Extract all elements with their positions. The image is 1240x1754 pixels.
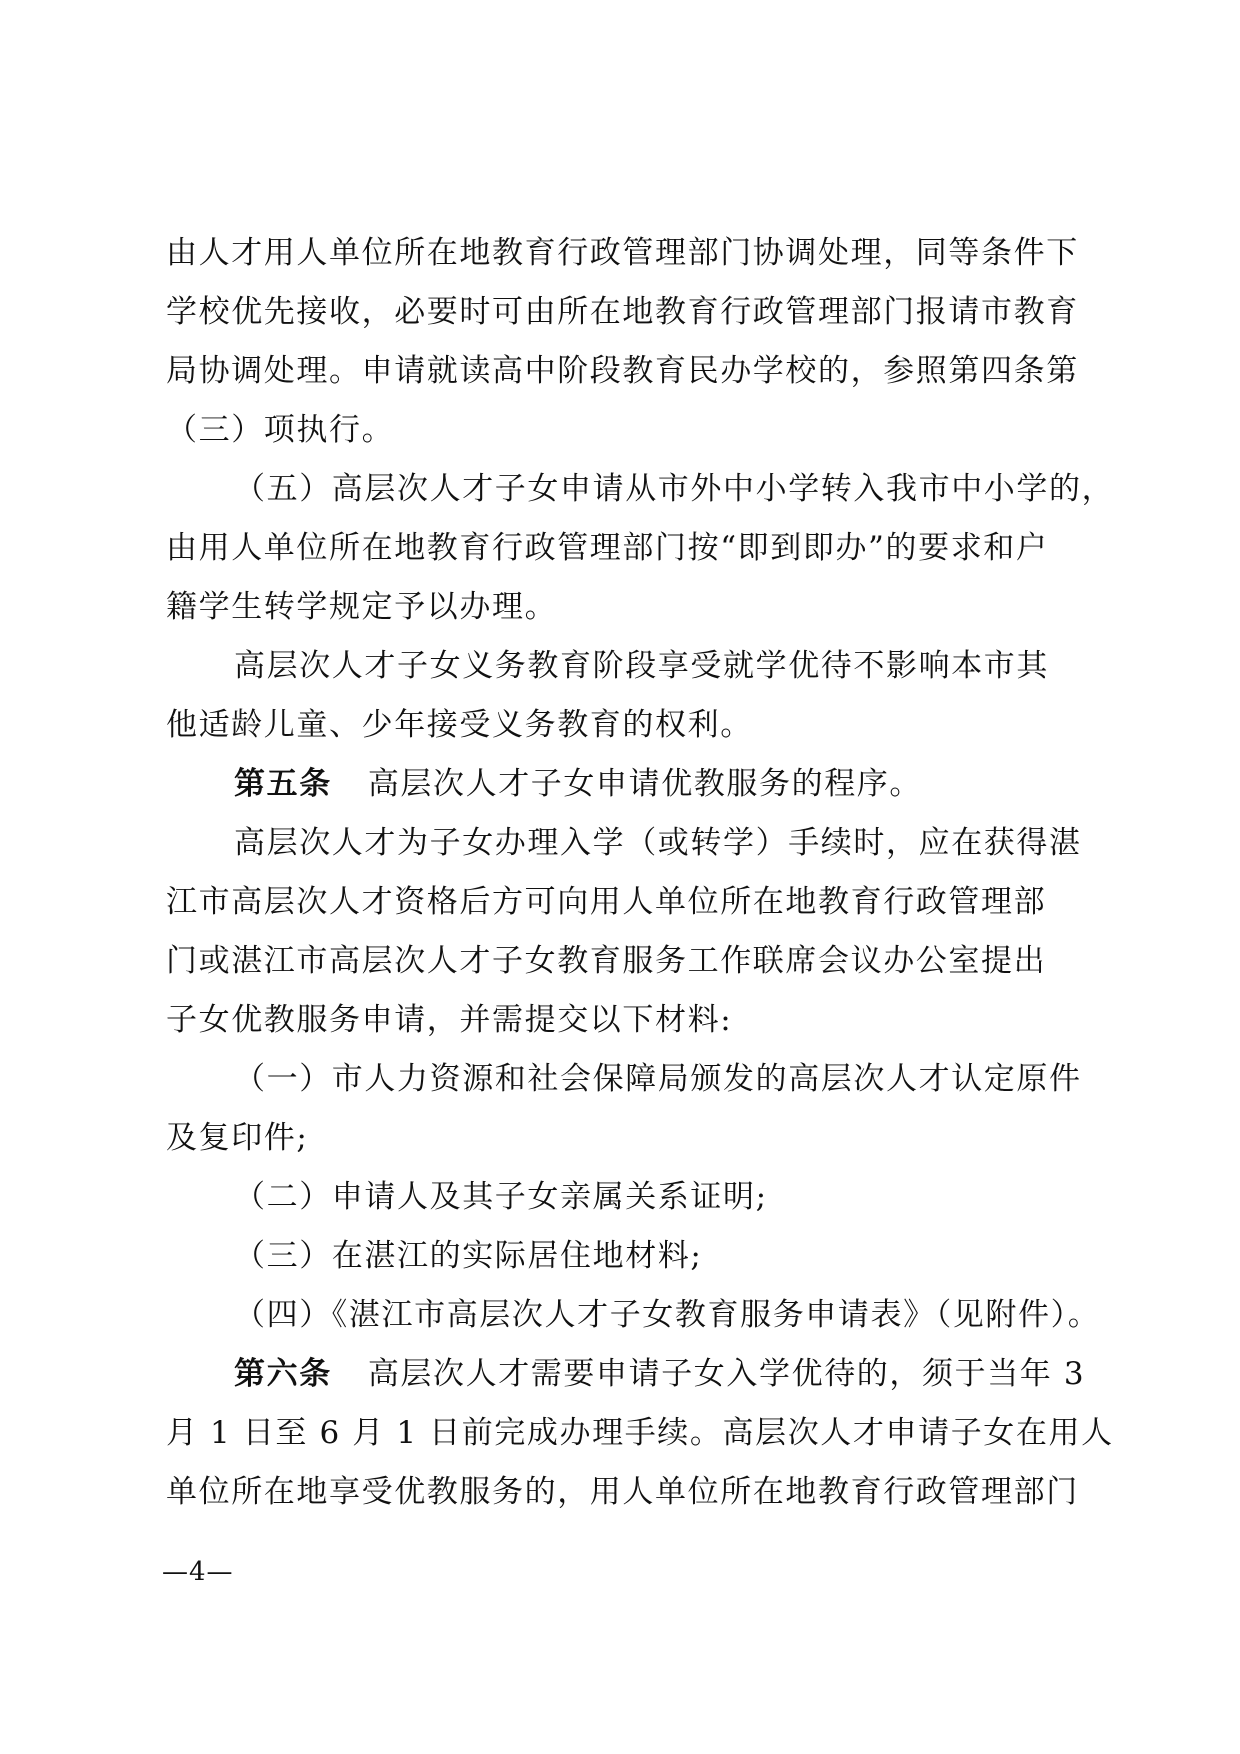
article-six-label: 第六条 xyxy=(234,1356,332,1392)
text-line: 月 1 日至 6 月 1 日前完成办理手续。高层次人才申请子女在用人 xyxy=(166,1415,1114,1451)
text-line: （四）《湛江市高层次人才子女教育服务申请表》（见附件）。 xyxy=(234,1297,1101,1333)
text-line: 高层次人才为子女办理入学（或转学）手续时，应在获得湛 xyxy=(234,825,1082,861)
article-five-heading xyxy=(166,755,1078,814)
text-line: 由用人单位所在地教育行政管理部门按“即到即办”的要求和户 xyxy=(166,530,1049,566)
text-line: 高层次人才子女义务教育阶段享受就学优待不影响本市其 xyxy=(234,648,1049,684)
article-five-text: 高层次人才子女申请优教服务的程序。 xyxy=(367,766,923,802)
text-line: （一）市人力资源和社会保障局颁发的高层次人才认定原件 xyxy=(234,1061,1082,1097)
text-line: 籍学生转学规定予以办理。 xyxy=(166,589,558,625)
text-line: 单位所在地享受优教服务的，用人单位所在地教育行政管理部门 xyxy=(166,1474,1079,1510)
text-line: 他适龄儿童、少年接受义务教育的权利。 xyxy=(166,707,753,743)
page-number: —4— xyxy=(162,1557,234,1587)
article-five-label: 第五条 xyxy=(234,766,332,802)
text-line: 由人才用人单位所在地教育行政管理部门协调处理，同等条件下 xyxy=(166,235,1079,271)
text-line: （二）申请人及其子女亲属关系证明; xyxy=(234,1179,768,1215)
text-line: （三）项执行。 xyxy=(166,412,395,448)
article-six-text: 高层次人才需要申请子女入学优待的，须于当年 3 xyxy=(367,1356,1086,1392)
text-line: （五）高层次人才子女申请从市外中小学转入我市中小学的， xyxy=(234,471,1115,507)
text-line: 局协调处理。申请就读高中阶段教育民办学校的，参照第四条第 xyxy=(166,353,1079,389)
document-body xyxy=(166,224,1115,1522)
text-line: （三）在湛江的实际居住地材料; xyxy=(234,1238,703,1274)
text-line: 江市高层次人才资格后方可向用人单位所在地教育行政管理部 xyxy=(166,884,1047,920)
text-line: 及复印件; xyxy=(166,1120,309,1156)
text-line: 子女优教服务申请，并需提交以下材料: xyxy=(166,1002,733,1038)
text-line: 门或湛江市高层次人才子女教育服务工作联席会议办公室提出 xyxy=(166,943,1047,979)
text-line: 学校优先接收，必要时可由所在地教育行政管理部门报请市教育 xyxy=(166,294,1079,330)
article-six-heading xyxy=(166,1345,1086,1404)
